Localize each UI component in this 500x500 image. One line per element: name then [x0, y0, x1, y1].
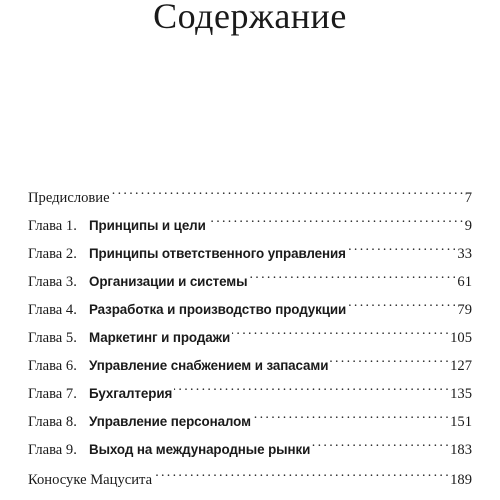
dot-leader — [249, 264, 455, 286]
chapter-number: Глава 4. — [28, 302, 77, 318]
toc-entry-chapter-6 — [28, 348, 472, 374]
chapter-number: Глава 8. — [28, 414, 77, 430]
entry-page-number: 135 — [450, 386, 472, 402]
entry-title: Предисловие — [28, 190, 110, 206]
toc-entry-afterword — [28, 462, 472, 488]
chapter-number: Глава 6. — [28, 358, 77, 374]
entry-title: Принципы ответственного управления — [89, 246, 346, 261]
entry-title: Разработка и производство продукции — [89, 302, 347, 317]
chapter-number: Глава 9. — [28, 442, 77, 458]
entry-title: Коносуке Мацусита — [28, 472, 153, 488]
dot-leader — [174, 376, 448, 398]
chapter-number: Глава 7. — [28, 386, 77, 402]
entry-page-number: 151 — [450, 414, 472, 430]
entry-page-number: 9 — [464, 218, 472, 234]
dot-leader — [208, 208, 463, 230]
chapter-number: Глава 1. — [28, 218, 77, 234]
entry-page-number: 79 — [457, 302, 472, 318]
toc-entry-preface — [28, 180, 472, 206]
dot-leader — [348, 292, 455, 314]
dot-leader — [253, 404, 448, 426]
entry-title: Управление персоналом — [89, 414, 251, 429]
chapter-number: Глава 2. — [28, 246, 77, 262]
entry-page-number: 33 — [457, 246, 472, 262]
entry-page-number: 189 — [450, 472, 472, 488]
entry-page-number: 183 — [450, 442, 472, 458]
dot-leader — [330, 348, 448, 370]
entry-title: Организации и системы — [89, 274, 248, 289]
entry-title: Выход на международные рынки — [89, 442, 311, 457]
entry-page-number: 105 — [450, 330, 472, 346]
toc-entry-chapter-7 — [28, 376, 472, 402]
toc-entry-chapter-5 — [28, 320, 472, 346]
dot-leader — [312, 432, 448, 454]
chapter-number: Глава 3. — [28, 274, 77, 290]
dot-leader — [348, 236, 456, 258]
entry-page-number: 7 — [464, 190, 472, 206]
entry-title: Управление снабжением и запасами — [89, 358, 329, 373]
toc-entry-chapter-9 — [28, 432, 472, 458]
entry-title: Бухгалтерия — [89, 386, 173, 401]
dot-leader — [232, 320, 448, 342]
toc-entry-chapter-1 — [28, 208, 472, 234]
page-title: Содержание — [153, 0, 347, 36]
toc-entry-chapter-8 — [28, 404, 472, 430]
dot-leader — [112, 180, 463, 202]
entry-title: Принципы и цели — [89, 218, 206, 233]
entry-page-number: 127 — [450, 358, 472, 374]
toc-entry-chapter-2 — [28, 236, 472, 262]
entry-page-number: 61 — [457, 274, 472, 290]
toc-entry-chapter-4 — [28, 292, 472, 318]
chapter-number: Глава 5. — [28, 330, 77, 346]
toc-entry-chapter-3 — [28, 264, 472, 290]
entry-title: Маркетинг и продажи — [89, 330, 231, 345]
dot-leader — [154, 462, 448, 484]
